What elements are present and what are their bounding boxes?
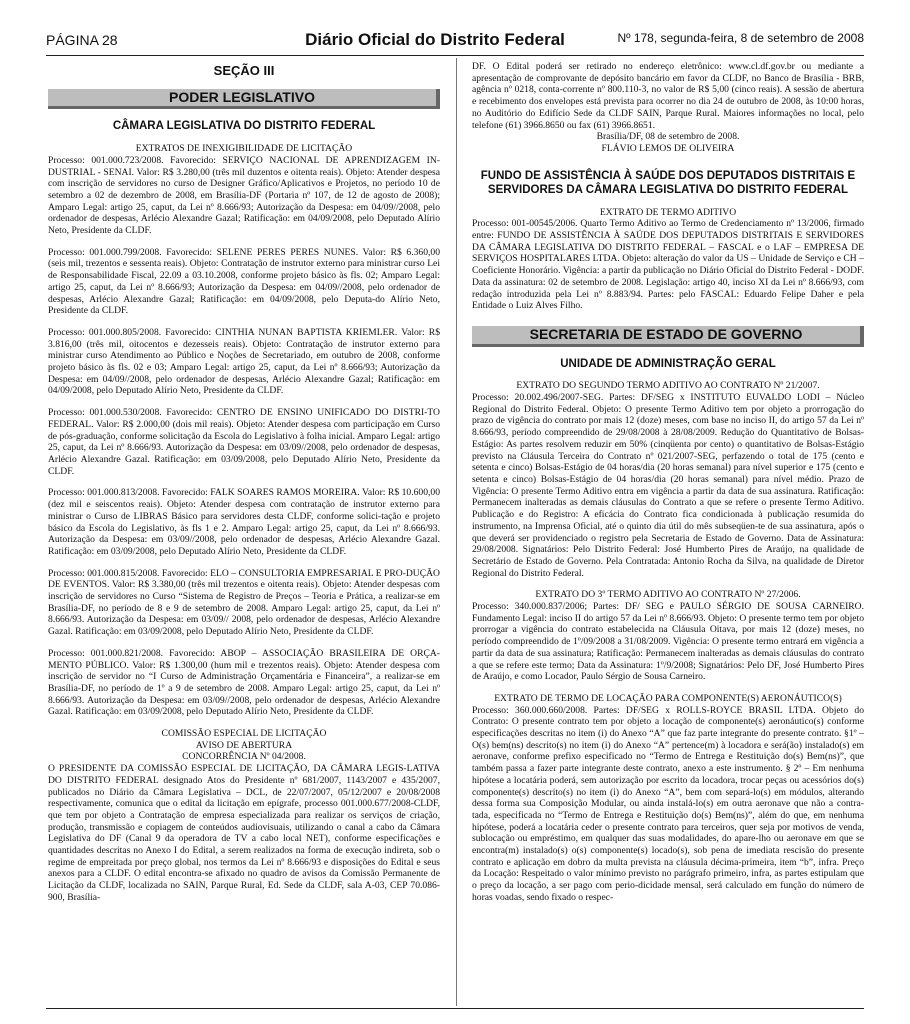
page-header bbox=[46, 30, 864, 52]
org-heading: CÂMARA LEGISLATIVA DO DISTRITO FEDERAL bbox=[112, 120, 376, 133]
edition-date: Nº 178, segunda-feira, 8 de setembro de 2008 bbox=[617, 31, 864, 45]
page-number: PÁGINA 28 bbox=[46, 32, 118, 48]
signatory-name: FLÁVIO LEMOS DE OLIVEIRA bbox=[601, 142, 735, 154]
footer-rule bbox=[46, 1008, 864, 1009]
extrato-paragraph: Processo: 001.000.530/2008. Favorecido: CENTRO DE ENSINO UNIFICADO DO DISTRI-TO FEDERAL. Valor: R$ 2.000,00 (dois mil reais). Objeto: Atender despesa com participação em Curso de pós-graduação, conforme solicitação da Escola do Legislativo à folha inicial. Amparo Legal: artigo 25, caput, da Lei nº 8.666/93. Autorização da Despesa: em 03/09//2008, pelo ordenador de despesas, Arlécio Alexandre Gazal. Ratificação: em 03/09/2008, pelo Deputado Alírio Neto, Presidente da CLDF. bbox=[48, 407, 440, 477]
extrato2-title: EXTRATO DO 3º TERMO ADITIVO AO CONTRATO Nº 27/2006. bbox=[535, 589, 801, 601]
unidade-heading: UNIDADE DE ADMINISTRAÇÃO GERAL bbox=[560, 357, 776, 370]
extrato-paragraph: Processo: 001.000.723/2008. Favorecido: SERVIÇO NACIONAL DE APRENDIZAGEM IN-DUSTRIAL - SENAI. Valor: R$ 3.280,00 (três mil duzentos e oitenta reais). Objeto: Atender despesa com inscrição de servidores no curso de Designer Gráfico/Aplicativos e Projetos, no período 10 de setembro a 02 de dezembro de 2008, em Brasília-DF (Portaria nº 107, de 12 de agosto de 2008); Amparo Legal: artigo 25, caput, da Lei nº 8.666/93; Autorização da Despesa: em 04/09//2008, pelo ordenador de despesas, Arlécio Alexandre Gazal; Ratificação: em 04/09/2008, pelo Deputado Alírio Neto, Presidente da CLDF. bbox=[48, 154, 440, 237]
publication-title: Diário Oficial do Distrito Federal bbox=[305, 30, 565, 49]
secretaria-band: SECRETARIA DE ESTADO DE GOVERNO bbox=[472, 326, 864, 347]
comissao-heading: COMISSÃO ESPECIAL DE LICITAÇÃO bbox=[161, 728, 327, 740]
aviso-heading: AVISO DE ABERTURA bbox=[195, 739, 293, 751]
header-rule bbox=[46, 55, 864, 56]
fundo-extrato-title: EXTRATO DE TERMO ADITIVO bbox=[599, 206, 737, 218]
fundo-heading: FUNDO DE ASSISTÊNCIA À SAÚDE DOS DEPUTADOS DISTRITAIS E SERVIDORES DA CÂMARA LEGISLATIVA DO DISTRITO FEDERAL bbox=[480, 169, 856, 196]
section-heading: SEÇÃO III bbox=[213, 63, 275, 78]
edital-continuation: DF. O Edital poderá ser retirado no endereço eletrônico: www.cl.df.gov.br ou mediante a apresentação de comprovante de depósito bancário em favor da CLDF, no Banco de Brasília - BRB, agência nº 0218, conta-corrente nº 800.110-3, no valor de R$ 5,00 (cinco reais). A sessão de abertura e recebimento dos envelopes está prevista para ocorrer no dia 24 de outubro de 2008, às 10:00 horas, no Auditório do Edifício Sede da CLDF SAIN, Parque Rural. Maiores informações no local, pelo telefone (61) 3966.8650 ou fax (61) 3966.8651. bbox=[472, 61, 864, 131]
signature-date: Brasília/DF, 08 de setembro de 2008. bbox=[596, 131, 740, 143]
left-column bbox=[48, 61, 440, 1006]
section-band: PODER LEGISLATIVO bbox=[48, 89, 440, 110]
right-column bbox=[472, 61, 864, 1006]
column-divider bbox=[456, 58, 457, 1006]
extrato-paragraph: Processo: 001.000.815/2008. Favorecido: ELO – CONSULTORIA EMPRESARIAL E PRO-DUÇÃO DE EVENTOS. Valor: R$ 3.380,00 (três mil trezentos e oitenta reais). Objeto: Atender despesas com inscrição de servidores no Curso “Sistema de Registro de Preços – Teoria e Prática, a realizar-se em Brasília-DF, no período de 8 e 9 de setembro de 2008. Amparo Legal: artigo 25, caput, da Lei nº 8.666/93. Autorização da Despesa: em 03/09// 2008, pelo ordenador de despesas, Arlécio Alexandre Gazal. Ratificação: em 03/09/2008, pelo Deputado Alírio Neto, Presidente da CLDF. bbox=[48, 567, 440, 638]
extrato-paragraph: Processo: 001.000.821/2008. Favorecido: ABOP – ASSOCIAÇÃO BRASILEIRA DE ORÇA-MENTO PÚBLICO. Valor: R$ 1.300,00 (hum mil e trezentos reais). Objeto: Atender despesa com inscrição de servidor no “I Curso de Administração Orçamentária e Financeira”, a realizar-se em Brasília-DF, no período de 1º a 9 de setembro de 2008. Amparo Legal: artigo 25, caput, da Lei nº 8.666/93. Autorização da Despesa: em 03/09//2008, pelo ordenador de despesas, Arlécio Alexandre Gazal. Ratificação: em 03/09/2008, pelo Deputado Alírio Neto, Presidente da CLDF. bbox=[48, 647, 440, 718]
extrato2-paragraph: Processo: 340.000.837/2006; Partes: DF/ SEG e PAULO SÉRGIO DE SOUSA CARNEIRO. Fundamento Legal: inciso II do artigo 57 da Lei nº 8.666/93. Objeto: O presente termo tem por objeto prorrogar a vigência do contrato estabelecida na Cláusula Oitava, por mais 12 (doze) meses, no período compreendido de 1º/09/2008 a 31/08/2009. Vigência: O presente termo entrará em vigência a partir da data de sua assinatura; Ratificação: Permanecem inalteradas as demais cláusulas do contrato a que se refere este termo; Data da Assinatura: 1º/9/2008; Signatários: Pelo DF, José Humberto Pires de Araújo, e como Locador, Paulo Sérgio de Sousa Carneiro. bbox=[472, 601, 864, 683]
extrato-paragraph: Processo: 001.000.813/2008. Favorecido: FALK SOARES RAMOS MOREIRA. Valor: R$ 10.600,00 (dez mil e seiscentos reais). Objeto: Atender despesa com contratação de instrutor externo para ministrar o Curso de LIBRAS Básico para servidores desta CLDF, conforme solici-tação e projeto básico da Escola do Legislativo, às fls 1 e 2. Amparo Legal: artigo 25, caput, da Lei nº 8.666/93. Autorização da Despesa: em 03/09//2008, pelo ordenador de despesas, Arlécio Alexandre Gazal. Ratificação: em 03/09/2008, pelo Deputado Alírio Neto, Presidente da CLDF. bbox=[48, 487, 440, 557]
extrato1-paragraph: Processo: 20.002.496/2007-SEG. Partes: DF/SEG x INSTITUTO EUVALDO LODI – Núcleo Regional do Distrito Federal. Objeto: O presente Termo Aditivo tem por objeto a prorrogação do prazo de vigência do contrato por mais 12 (doze) meses, com base no inciso II, do artigo 57 da Lei nº 8.666/93, período compreendido de 29/08/2008 à 28/08/2009. Redução do Quantitativo de Bolsas-Estágio: As partes resolvem reduzir em 50% (cinqüenta por cento) o quantitativo de Bolsas-Estágio previsto na Cláusula Terceira do Contrato nº 021/2007-SEG, perfazendo o total de 175 (cento e setenta e cinco) Bolsas-Estágio de 04 horas/dia (20 horas semanal) para nível superior e 175 (cento e setenta e cinco) Bolsas-Estágio de 04 horas/dia (20 horas semanal) para nível médio. Prazo de Vigência: O presente Termo Aditivo entra em vigência a partir da data de sua assinatura. Ratificação: Permanecem inalteradas as demais cláusulas do Contrato a que se refere o presente Termo Aditivo. Publicação e do Registro: A eficácia do Contrato fica condicionada à publicação resumida do instrumento, na Imprensa Oficial, até o quinto dia útil do mês subseqüen-te de sua assinatura, após o que deverá ser providenciado o registro pela Secretaria de Estado de Governo. Data de Assinatura: 29/08/2008. Signatários: Pelo Distrito Federal: José Humberto Pires de Araújo, na qualidade de Secretário de Estado de Governo. Pela Contratada: Antonio Rocha da Silva, na qualidade de Diretor Regional do Distrito Federal. bbox=[472, 392, 864, 579]
comissao-paragraph: O PRESIDENTE DA COMISSÃO ESPECIAL DE LICITAÇÃO, DA CÂMARA LEGIS-LATIVA DO DISTRITO FEDERAL designado Atos do Presidente nº 681/2007, 1143/2007 e 435/2007, publicados no Diário da Câmara Legislativa – DCL, de 22/07/2007, 05/12/2007 e 20/08/2008 respectivamente, comunica que o edital da licitação em epígrafe, processo 001.000.677/2008-CLDF, que tem por objeto a Contratação de empresa especializada para realizar os serviços de criação, produção, transmissão e copiagem de conteúdos audiovisuais, utilizando o canal a cabo da Câmara Legislativa do DF (Canal 9 da operadora de TV a cabo local NET), conforme especificações e quantidades descritas no Anexo I do Edital, a serem realizados na forma de execução indireta, sob o regime de empreitada por preço global, nos termos da Lei nº 8.666/93 e disposições do Edital e seus anexos para a CLDF. O edital encontra-se afixado no quadro de avisos da Comissão Permanente de Licitação da CLDF, localizada no SAIN, Parque Rural, Ed. Sede da CLDF, sala A-03, CEP 70.086-900, Brasília- bbox=[48, 763, 440, 903]
concorrencia-heading: CONCORRÊNCIA Nº 04/2008. bbox=[182, 751, 306, 763]
extrato3-paragraph: Processo: 360.000.660/2008. Partes: DF/SEG x ROLLS-ROYCE BRASIL LTDA. Objeto do Contrato: O presente contrato tem por objeto a locação de componente(s) aeronáutico(s) conforme especificações descritas no item (i) do Anexo “A” que faz parte integrante do presente contrato. §1º – O(s) bem(ns) descrito(s) no item (i) do Anexo “A” pertence(m) à locadora e será(ão) instalado(s) em aeronave, conforme prefixo especificado no “Termo de Entrega e Restituição do(s) Bem(ns)”, que também passa a fazer parte integrante deste contrato, anexo a este instrumento. § 2º – Em nenhuma hipótese a locatária poderá, sem autorização por escrito da locadora, trocar peças ou acessórios do(s) componente(s) descrito(s) no item (i) do Anexo “A”, bem com separá-lo(s) em módulos, alterando dessa forma sua Composição Modular, ou ainda instalá-lo(s) em outra aeronave que não a contra-tada, especificada no “Termo de Entrega e Restituição do(s) Bem(ns)”, além do que, em nenhuma hipótese, poderá a locatária ceder o presente contrato para terceiros, quer seja por motivos de venda, sublocação ou empréstimo, em qualquer das suas modalidades, do apare-lho ou aeronave em que se encontra(m) instalado(s) o(s) componente(s) locado(s), sob pena de imediata rescisão do presente contrato e aplicação em dobro da multa prevista na cláusula décima-primeira, item “b”, infra. Preço da Locação: Respeitado o valor mínimo previsto no parágrafo primeiro, infra, as partes estipulam que o preço da locação, a ser pago com perio-dicidade mensal, será calculado em função do número de horas voadas, sendo fixado o respec- bbox=[472, 704, 864, 903]
fundo-paragraph: Processo: 001-00545/2006. Quarto Termo Aditivo ao Termo de Credenciamento nº 13/2006, firmado entre: FUNDO DE ASSISTÊNCIA À SAÚDE DOS DEPUTADOS DISTRITAIS E SERVIDORES DA CÂMARA LEGISLATIVA DO DISTRITO FEDERAL – FASCAL e o LAF – EMPRESA DE SERVIÇOS HOSPITALARES LTDA. Objeto: alteração do valor da US – Unidade de Serviço e CH – Coeficiente Honorário. Vigência: a partir da publicação no Diário Oficial do Distrito Federal - DODF. Data da assinatura: 02 de setembro de 2008. Legislação: artigo 40, inciso XI da Lei nº 8.666/93, com redação introduzida pela Lei nº 8.883/94. Partes: pelo FASCAL: Eduardo Felipe Daher e pela Entidade o Luiz Alves Filho. bbox=[472, 218, 864, 312]
extrato3-title: EXTRATO DE TERMO DE LOCAÇÃO PARA COMPONENTE(S) AERONÁUTICO(S) bbox=[494, 692, 842, 704]
extrato-paragraph: Processo: 001.000.799/2008. Favorecido: SELENE PERES PERES NUNES. Valor: R$ 6.360,00 (seis mil, trezentos e sessenta reais). Objeto: Contratação de instrutor externo para ministrar curso Lei de Responsabilidade Fiscal, 22.09 a 03.10.2008, conforme projeto básico às fls. 02; Amparo Legal: artigo 25, caput, da Lei nº 8.666/93; Autorização da Despesa: em 04/09//2008, pelo ordenador de despesas, Arlécio Alexandre Gazal; Ratificação: em 04/09/2008, pelo Deputa-do Alírio Neto, Presidente da CLDF. bbox=[48, 246, 440, 317]
extrato1-title: EXTRATO DO SEGUNDO TERMO ADITIVO AO CONTRATO Nº 21/2007. bbox=[516, 380, 820, 392]
extratos-title: EXTRATOS DE INEXIGIBILIDADE DE LICITAÇÃO bbox=[135, 143, 353, 155]
extrato-paragraph: Processo: 001.000.805/2008. Favorecido: CINTHIA NUNAN BAPTISTA KRIEMLER. Valor: R$ 3.816,00 (três mil, oitocentos e dezesseis reais). Objeto: Contratação de instrutor externo para ministrar curso Atendimento ao Público e Noções de Secretariado, em outubro de 2008, conforme projeto básico às fls. 02 e 03; Amparo Legal: artigo 25, caput, da Lei nº 8.666/93; Autorização da Despesa: em 04/09//2008, pelo ordenador de despesas, Arlécio Alexandre Gazal; Ratificação: em 04/09/2008, pelo Deputado Alírio Neto, Presidente da CLDF. bbox=[48, 326, 440, 397]
